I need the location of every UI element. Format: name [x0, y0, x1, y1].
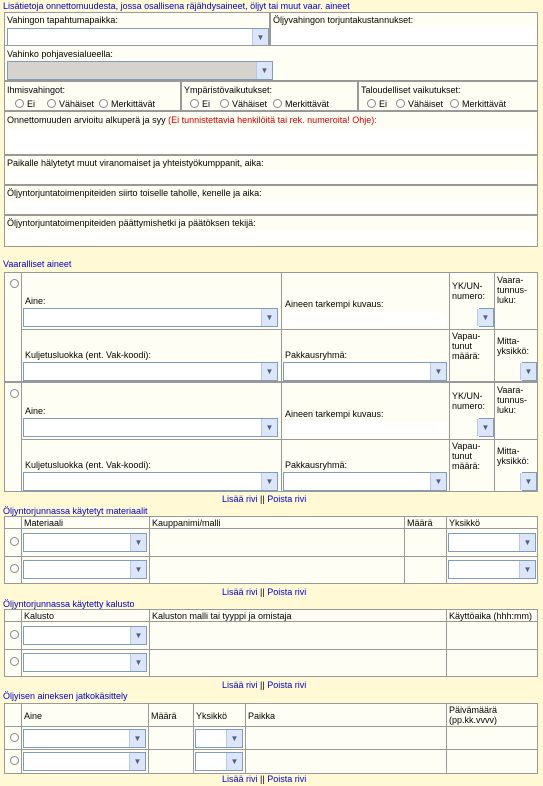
option-label: Ei: [202, 99, 211, 109]
materials-section-title: Öljyntorjunnassa käytetyt materiaalit: [3, 506, 148, 516]
cause-heading: [7, 115, 377, 125]
hazardous-row-2: [4, 382, 538, 492]
end-label: Öljyntorjuntatoimenpiteiden päättymishetki ja päätöksen tekijä:: [7, 218, 256, 228]
unit-select[interactable]: [522, 472, 537, 491]
chevron-down-icon: ▼: [252, 29, 268, 46]
description-label: Aineen tarkempi kuvaus:: [285, 299, 384, 309]
remove-row-link[interactable]: Poista rivi: [267, 774, 307, 784]
add-row-link[interactable]: Lisää rivi: [222, 774, 258, 784]
pack-select[interactable]: [283, 472, 447, 491]
chevron-down-icon: ▼: [520, 473, 536, 490]
authorities-label: Paikalle hälytetyt muut viranomaiset ja yhteistyökumppanit, aika:: [7, 158, 264, 168]
chevron-down-icon: ▼: [130, 561, 146, 578]
processing-unit-select[interactable]: [195, 752, 243, 771]
option-label: Ei: [27, 99, 36, 109]
materials-row-links: [222, 587, 306, 597]
hazardous-section-title: Vaaralliset aineet: [3, 259, 72, 269]
materials-header-tradename: Kauppanimi/malli: [152, 518, 221, 528]
link-separator: ||: [260, 494, 265, 504]
radio-button-icon[interactable]: [10, 537, 19, 546]
remove-row-link[interactable]: Poista rivi: [267, 494, 307, 504]
transfer-textarea[interactable]: [7, 200, 535, 213]
option-label: Merkittävät: [462, 99, 507, 109]
option-label: Merkittävät: [111, 99, 156, 109]
end-cell: [4, 215, 538, 247]
radio-button-icon[interactable]: [450, 99, 459, 108]
costs-label: Öljyvahingon torjuntakustannukset:: [273, 15, 414, 25]
unit-label: Mitta-yksikkö:: [497, 446, 530, 466]
materials-header-material: Materiaali: [24, 518, 64, 528]
groundwater-cell: [4, 45, 538, 81]
processing-section-title: Öljyisen aineksen jatkokäsittely: [3, 691, 128, 701]
equipment-header-time: Käyttöaika (hhh:mm): [449, 611, 533, 621]
chevron-down-icon: ▼: [519, 561, 535, 578]
radio-button-icon[interactable]: [367, 99, 376, 108]
radio-button-icon[interactable]: [10, 733, 19, 742]
end-textarea[interactable]: [7, 230, 535, 245]
processing-header-date: Päivämäärä (pp.kk.vvvv): [449, 705, 498, 725]
chevron-down-icon: ▼: [226, 730, 242, 747]
radio-button-icon[interactable]: [10, 279, 19, 288]
pack-select[interactable]: [283, 362, 447, 381]
chevron-down-icon: ▼: [226, 753, 242, 770]
radio-button-icon[interactable]: [10, 657, 19, 666]
add-row-link[interactable]: Lisää rivi: [222, 587, 258, 597]
material-unit-select[interactable]: [448, 533, 536, 552]
env-cell: [181, 81, 358, 111]
radio-button-icon[interactable]: [47, 99, 56, 108]
link-separator: ||: [260, 587, 265, 597]
radio-button-icon[interactable]: [273, 99, 282, 108]
unit-label: Mitta-yksikkö:: [497, 336, 530, 356]
human-label: Ihmisvahingot:: [7, 85, 66, 95]
chevron-down-icon: ▼: [520, 363, 536, 380]
processing-unit-select[interactable]: [195, 729, 243, 748]
description-input[interactable]: [283, 311, 447, 327]
cause-cell: [4, 111, 538, 155]
equipment-section-title: Öljyntorjunnassa käytetty kalusto: [3, 599, 135, 609]
option-label: Merkittävät: [285, 99, 330, 109]
econ-label: Taloudelliset vaikutukset:: [361, 85, 461, 95]
equipment-row-links: [222, 680, 306, 690]
material-unit-select[interactable]: [448, 560, 536, 579]
add-row-link[interactable]: Lisää rivi: [222, 680, 258, 690]
chevron-down-icon: ▼: [261, 309, 277, 326]
chevron-down-icon: ▼: [130, 654, 146, 671]
pack-label: Pakkausryhmä:: [285, 350, 348, 360]
released-label: Vapau-tunut määrä:: [452, 441, 481, 471]
cause-textarea[interactable]: [7, 128, 535, 153]
econ-cell: [358, 81, 538, 111]
authorities-cell: [4, 155, 538, 185]
equipment-header-equipment: Kalusto: [24, 611, 55, 621]
radio-button-icon[interactable]: [10, 564, 19, 573]
equipment-table: [4, 609, 538, 677]
incident-section-title: Lisätietoja onnettomuudesta, jossa osallisena räjähdysaineet, öljyt tai muut vaar. aineet: [3, 1, 350, 11]
description-label: Aineen tarkempi kuvaus:: [285, 409, 384, 419]
costs-input[interactable]: [273, 28, 535, 46]
chevron-down-icon: ▼: [129, 730, 145, 747]
radio-button-icon[interactable]: [220, 99, 229, 108]
class-select[interactable]: [23, 472, 278, 491]
materials-header-amount: Määrä: [407, 518, 433, 528]
option-label: Vähäiset: [59, 99, 95, 109]
materials-table: [4, 516, 538, 584]
released-label: Vapau-tunut määrä:: [452, 331, 481, 361]
option-label: Ei: [379, 99, 388, 109]
add-row-link[interactable]: Lisää rivi: [222, 494, 258, 504]
class-select[interactable]: [23, 362, 278, 381]
chevron-down-icon: ▼: [519, 534, 535, 551]
remove-row-link[interactable]: Poista rivi: [267, 680, 307, 690]
un-label: YK/UN-numero:: [452, 391, 486, 411]
chevron-down-icon: ▼: [129, 753, 145, 770]
human-cell: [4, 81, 181, 111]
chevron-down-icon: ▼: [430, 473, 446, 490]
hazardous-row-links: [222, 494, 306, 504]
un-select[interactable]: [479, 418, 494, 437]
cause-label: Onnettomuuden arvioitu alkuperä ja syy: [7, 115, 166, 125]
groundwater-select[interactable]: [7, 61, 273, 80]
link-separator: ||: [260, 680, 265, 690]
cause-warning: (Ei tunnistettavia henkilöitä tai rek. numeroita! Ohje):: [168, 115, 377, 125]
equipment-select[interactable]: [23, 626, 147, 645]
substance-label: Aine:: [25, 406, 46, 416]
equipment-select[interactable]: [23, 653, 147, 672]
radio-button-icon[interactable]: [99, 99, 108, 108]
radio-button-icon[interactable]: [190, 99, 199, 108]
equipment-header-model: Kaluston malli tai tyyppi ja omistaja: [152, 611, 292, 621]
un-select[interactable]: [479, 308, 494, 327]
class-label: Kuljetusluokka (ent. Vak-koodi):: [25, 460, 151, 470]
processing-substance-select[interactable]: [23, 752, 146, 771]
danger-label: Vaara-tunnus-luku:: [497, 275, 528, 305]
chevron-down-icon: ▼: [477, 309, 493, 326]
groundwater-label: Vahinko pohjavesialueella:: [7, 49, 113, 59]
link-separator: ||: [260, 774, 265, 784]
chevron-down-icon: ▼: [261, 419, 277, 436]
processing-header-amount: Määrä: [151, 711, 177, 721]
hazardous-row-1: [4, 272, 538, 382]
un-label: YK/UN-numero:: [452, 281, 486, 301]
chevron-down-icon: ▼: [130, 627, 146, 644]
radio-button-icon[interactable]: [10, 756, 19, 765]
material-select[interactable]: [23, 560, 147, 579]
processing-substance-select[interactable]: [23, 729, 146, 748]
material-select[interactable]: [23, 533, 147, 552]
materials-header-unit: Yksikkö: [449, 518, 481, 528]
chevron-down-icon: ▼: [261, 363, 277, 380]
chevron-down-icon: ▼: [430, 363, 446, 380]
chevron-down-icon: ▼: [130, 534, 146, 551]
radio-button-icon[interactable]: [15, 99, 24, 108]
substance-select[interactable]: [23, 308, 278, 327]
transfer-label: Öljyntorjuntatoimenpiteiden siirto toiselle taholle, kenelle ja aika:: [7, 188, 262, 198]
chevron-down-icon: ▼: [256, 62, 272, 79]
description-input[interactable]: [283, 421, 447, 437]
radio-button-icon[interactable]: [396, 99, 405, 108]
processing-table: [4, 703, 538, 774]
danger-label: Vaara-tunnus-luku:: [497, 385, 528, 415]
option-label: Vähäiset: [232, 99, 268, 109]
processing-header-substance: Aine: [24, 711, 43, 721]
place-label: Vahingon tapahtumapaikka:: [7, 15, 118, 25]
processing-header-unit: Yksikkö: [196, 711, 228, 721]
radio-button-icon[interactable]: [10, 630, 19, 639]
processing-header-place: Paikka: [248, 711, 276, 721]
authorities-textarea[interactable]: [7, 170, 535, 183]
class-label: Kuljetusluokka (ent. Vak-koodi):: [25, 350, 151, 360]
chevron-down-icon: ▼: [261, 473, 277, 490]
remove-row-link[interactable]: Poista rivi: [267, 587, 307, 597]
substance-select[interactable]: [23, 418, 278, 437]
chevron-down-icon: ▼: [477, 419, 493, 436]
pack-label: Pakkausryhmä:: [285, 460, 348, 470]
unit-select[interactable]: [522, 362, 537, 381]
radio-button-icon[interactable]: [10, 389, 19, 398]
option-label: Vähäiset: [408, 99, 444, 109]
env-label: Ympäristövaikutukset:: [184, 85, 273, 95]
transfer-cell: [4, 185, 538, 215]
processing-row-links: [222, 774, 306, 784]
substance-label: Aine:: [25, 296, 46, 306]
